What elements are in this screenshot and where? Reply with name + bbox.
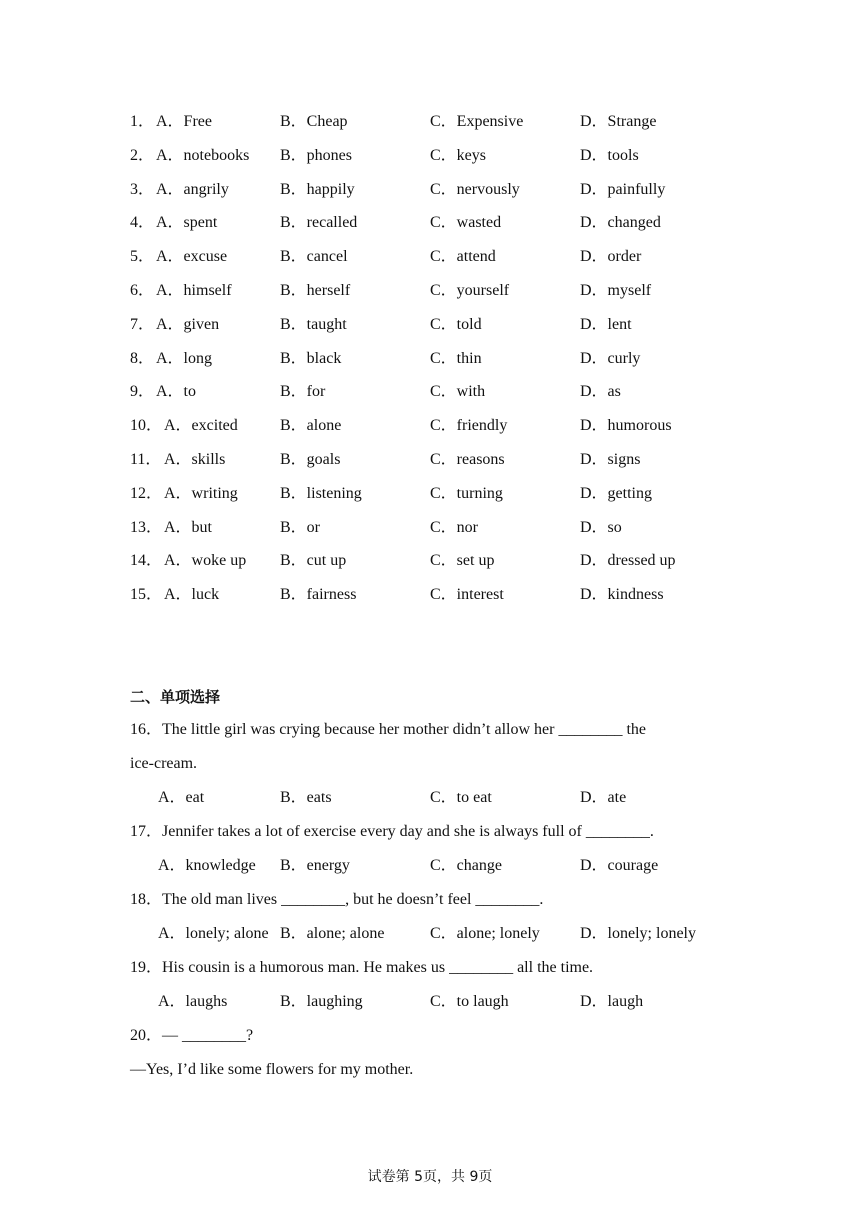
option-d[interactable]: D．laugh	[580, 993, 644, 1010]
cloze-question-row	[0, 349, 860, 369]
cloze-question-row	[0, 484, 860, 504]
question-18-stem: 18．The old man lives ________, but he doesn’t feel ________.	[130, 891, 544, 908]
option-b[interactable]: B．Cheap	[280, 113, 348, 130]
page-footer: 试卷第 5页，共 9页	[367, 1169, 493, 1185]
option-c[interactable]: C．told	[430, 315, 482, 333]
option-b[interactable]: B．fairness	[280, 586, 357, 604]
option-d[interactable]: D．courage	[580, 857, 659, 874]
option-b[interactable]: B．for	[280, 383, 326, 401]
cloze-question-row	[0, 247, 860, 267]
option-b[interactable]: B．laughing	[280, 993, 363, 1010]
question-number: 11．	[130, 451, 162, 468]
option-d[interactable]: D．lent	[580, 315, 632, 333]
option-b[interactable]: B．listening	[280, 484, 362, 502]
option-c[interactable]: C．attend	[430, 248, 496, 266]
option-c[interactable]: C．interest	[430, 586, 504, 604]
cloze-question-row	[0, 382, 860, 402]
cloze-question-row	[0, 180, 860, 200]
option-b[interactable]: B．happily	[280, 180, 355, 198]
option-c[interactable]: C．turning	[430, 484, 503, 502]
option-d[interactable]: D．ate	[580, 789, 627, 806]
option-c[interactable]: C．alone; lonely	[430, 925, 540, 942]
option-a[interactable]: A．spent	[156, 214, 218, 232]
option-b[interactable]: B．or	[280, 518, 321, 536]
option-a[interactable]: A．knowledge	[158, 857, 256, 874]
option-c[interactable]: C．nervously	[430, 180, 520, 198]
cloze-question-row	[0, 315, 860, 335]
option-a[interactable]: A．skills	[164, 451, 226, 468]
option-b[interactable]: B．recalled	[280, 214, 358, 232]
cloze-question-row	[0, 213, 860, 233]
option-c[interactable]: C．set up	[430, 552, 495, 570]
option-a[interactable]: A．lonely; alone	[158, 925, 269, 942]
question-number: 10．	[130, 417, 163, 435]
question-20-reply: —Yes, I’d like some flowers for my mother.	[130, 1061, 414, 1078]
option-d[interactable]: D．curly	[580, 349, 641, 367]
option-a[interactable]: A．excuse	[156, 248, 228, 266]
option-a[interactable]: A．Free	[156, 113, 212, 130]
option-d[interactable]: D．signs	[580, 451, 641, 468]
option-a[interactable]: A．long	[156, 349, 213, 367]
option-c[interactable]: C．friendly	[430, 417, 508, 435]
cloze-question-row	[0, 518, 860, 538]
question-16-options	[0, 788, 860, 808]
cloze-question-row	[0, 112, 860, 132]
question-number: 6．	[130, 282, 155, 299]
option-b[interactable]: B．eats	[280, 789, 332, 806]
option-a[interactable]: A．but	[164, 518, 213, 536]
option-a[interactable]: A．notebooks	[156, 146, 250, 164]
option-d[interactable]: D．as	[580, 383, 621, 401]
option-c[interactable]: C．yourself	[430, 282, 510, 299]
option-b[interactable]: B．black	[280, 349, 342, 367]
question-20-stem: 20．— ________?	[130, 1027, 254, 1044]
option-b[interactable]: B．herself	[280, 282, 351, 299]
option-a[interactable]: A．eat	[158, 789, 205, 806]
section-title: 二、单项选择	[130, 688, 221, 706]
option-a[interactable]: A．given	[156, 315, 220, 333]
option-b[interactable]: B．cancel	[280, 248, 348, 266]
option-b[interactable]: B．alone; alone	[280, 925, 385, 942]
option-d[interactable]: D．tools	[580, 146, 639, 164]
option-d[interactable]: D．lonely; lonely	[580, 925, 696, 942]
option-c[interactable]: C．Expensive	[430, 113, 524, 130]
cloze-question-row	[0, 416, 860, 436]
option-c[interactable]: C．to eat	[430, 789, 492, 806]
option-c[interactable]: C．with	[430, 383, 486, 401]
option-d[interactable]: D．getting	[580, 484, 652, 502]
option-b[interactable]: B．taught	[280, 315, 347, 333]
question-number: 2．	[130, 146, 155, 164]
option-d[interactable]: D．Strange	[580, 113, 657, 130]
option-b[interactable]: B．alone	[280, 417, 342, 435]
option-b[interactable]: B．energy	[280, 857, 350, 874]
option-a[interactable]: A．angrily	[156, 180, 229, 198]
option-a[interactable]: A．luck	[164, 586, 220, 604]
cloze-question-row	[0, 551, 860, 571]
cloze-question-row	[0, 146, 860, 166]
option-d[interactable]: D．painfully	[580, 180, 666, 198]
question-number: 8．	[130, 349, 155, 367]
option-c[interactable]: C．nor	[430, 518, 479, 536]
question-19-options	[0, 992, 860, 1012]
cloze-question-row	[0, 450, 860, 470]
option-c[interactable]: C．to laugh	[430, 993, 509, 1010]
cloze-question-row	[0, 585, 860, 605]
option-a[interactable]: A．to	[156, 383, 197, 401]
question-17-stem: 17．Jennifer takes a lot of exercise every day and she is always full of ________.	[130, 823, 654, 840]
option-d[interactable]: D．myself	[580, 282, 652, 299]
cloze-question-row	[0, 281, 860, 301]
question-number: 12．	[130, 484, 163, 502]
question-number: 9．	[130, 383, 155, 401]
question-number: 13．	[130, 518, 163, 536]
option-c[interactable]: C．change	[430, 857, 502, 874]
question-19-stem: 19．His cousin is a humorous man. He makes us ________ all the time.	[130, 959, 594, 976]
question-16-stem: 16．The little girl was crying because her mother didn’t allow her ________ the	[130, 721, 647, 738]
option-b[interactable]: B．phones	[280, 146, 353, 164]
option-c[interactable]: C．keys	[430, 146, 487, 164]
question-number: 7．	[130, 315, 155, 333]
question-number: 5．	[130, 248, 155, 266]
option-a[interactable]: A．writing	[164, 484, 238, 502]
question-17-options	[0, 856, 860, 876]
question-number: 14．	[130, 552, 163, 570]
option-b[interactable]: B．goals	[280, 451, 341, 468]
option-a[interactable]: A．woke up	[164, 552, 247, 570]
option-c[interactable]: C．thin	[430, 349, 482, 367]
option-d[interactable]: D．kindness	[580, 586, 664, 604]
option-a[interactable]: A．himself	[156, 282, 232, 299]
question-number: 15．	[130, 586, 163, 604]
option-d[interactable]: D．so	[580, 518, 622, 536]
option-c[interactable]: C．wasted	[430, 214, 502, 232]
option-a[interactable]: A．excited	[164, 417, 238, 435]
option-d[interactable]: D．dressed up	[580, 552, 676, 570]
option-c[interactable]: C．reasons	[430, 451, 505, 468]
question-number: 1．	[130, 113, 155, 130]
option-a[interactable]: A．laughs	[158, 993, 228, 1010]
option-d[interactable]: D．humorous	[580, 417, 672, 435]
option-d[interactable]: D．changed	[580, 214, 661, 232]
option-d[interactable]: D．order	[580, 248, 642, 266]
question-16-stem-cont: ice-cream.	[130, 755, 198, 772]
option-b[interactable]: B．cut up	[280, 552, 347, 570]
question-number: 4．	[130, 214, 155, 232]
question-number: 3．	[130, 180, 155, 198]
question-18-options	[0, 924, 860, 944]
